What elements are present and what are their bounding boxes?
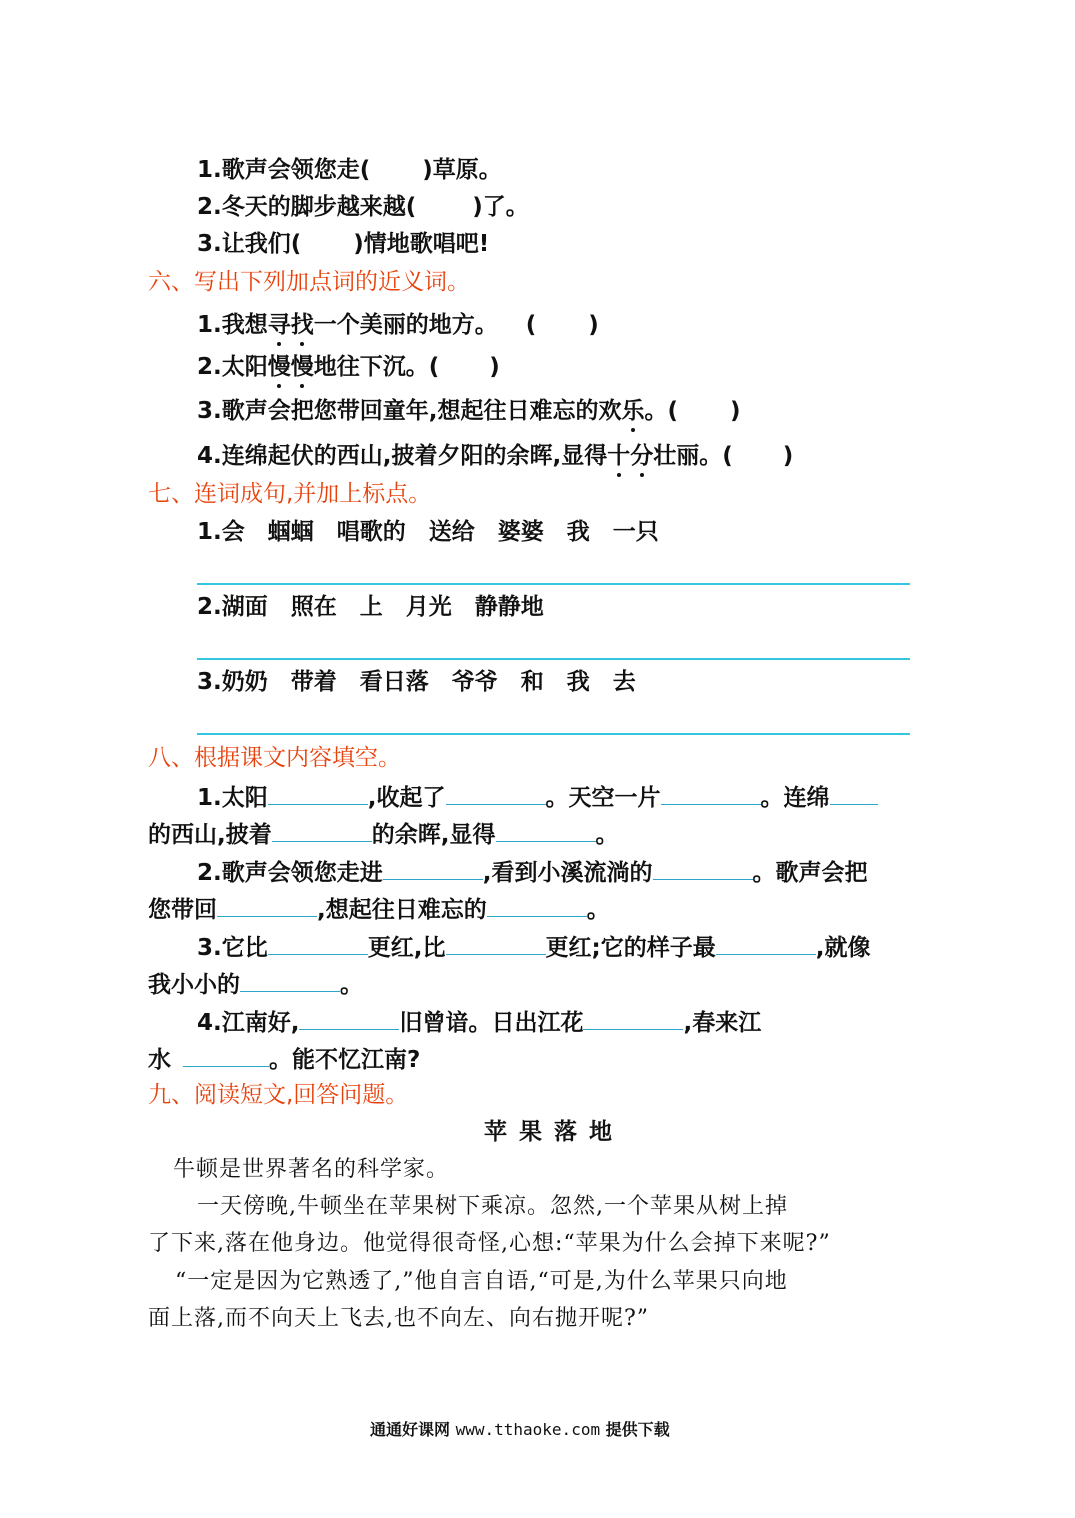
sec5-item-2: 2.冬天的脚步越来越( )了。 — [197, 194, 529, 220]
fill-blank[interactable] — [299, 1005, 399, 1030]
sec6-item-2: 2.太阳慢慢地往下沉。( ) — [197, 354, 500, 380]
footer: 通通好课网 www.tthaoke.com 提供下载 — [370, 1420, 670, 1439]
fill-blank[interactable] — [716, 930, 816, 955]
passage-line-2: 一天傍晚,牛顿坐在苹果树下乘凉。忽然,一个苹果从树上掉 — [197, 1194, 788, 1219]
sec6-item-1: 1.我想寻找一个美丽的地方。 ( ) — [197, 312, 599, 338]
sec7-heading: 七、连词成句,并加上标点。 — [148, 481, 432, 507]
sec8-heading: 八、根据课文内容填空。 — [148, 745, 401, 771]
fill-blank[interactable] — [240, 967, 340, 992]
dotted-char: 慢 — [290, 354, 314, 380]
dotted-char: 分 — [630, 443, 654, 469]
answer-line[interactable] — [197, 658, 910, 660]
sec7-row-1: 1.会 蝈蝈 唱歌的 送给 婆婆 我 一只 — [197, 519, 659, 545]
passage-line-4: “一定是因为它熟透了,”他自言自语,“可是,为什么苹果只向地 — [175, 1269, 788, 1294]
fill-blank[interactable] — [383, 855, 483, 880]
answer-line[interactable] — [197, 733, 910, 735]
sec6-item-4: 4.连绵起伏的西山,披着夕阳的余晖,显得十分壮丽。( ) — [197, 443, 794, 469]
dotted-char: 十 — [607, 443, 631, 469]
fill-blank[interactable] — [446, 780, 546, 805]
passage-line-1: 牛顿是世界著名的科学家。 — [173, 1157, 450, 1182]
sec5-item-3: 3.让我们( )情地歌唱吧! — [197, 231, 490, 257]
passage-title: 苹果落地 — [484, 1119, 624, 1145]
dotted-char: 寻 — [267, 312, 291, 338]
sec6-heading: 六、写出下列加点词的近义词。 — [148, 269, 470, 295]
sec8-q2-line1: 2.歌声会领您走进 ,看到小溪流淌的 。歌声会把 — [197, 855, 868, 888]
passage-line-5: 面上落,而不向天上飞去,也不向左、向右抛开呢?” — [148, 1306, 650, 1331]
fill-blank[interactable] — [830, 780, 878, 805]
fill-blank[interactable] — [268, 780, 368, 805]
passage-line-3: 了下来,落在他身边。他觉得很奇怪,心想:“苹果为什么会掉下来呢?” — [148, 1231, 831, 1256]
fill-blank[interactable] — [653, 855, 753, 880]
sec6-item-3: 3.歌声会把您带回童年,想起往日难忘的欢乐。( ) — [197, 398, 741, 424]
dotted-char: 乐 — [621, 398, 645, 424]
answer-line[interactable] — [197, 583, 910, 585]
sec8-q1-line1: 1.太阳 ,收起了 。天空一片 。连绵 — [197, 780, 878, 813]
sec7-row-3: 3.奶奶 带着 看日落 爷爷 和 我 去 — [197, 669, 636, 695]
sec8-q4-line2: 水 。能不忆江南? — [148, 1042, 420, 1075]
fill-blank[interactable] — [272, 817, 372, 842]
fill-blank[interactable] — [268, 930, 368, 955]
fill-blank[interactable] — [487, 892, 587, 917]
fill-blank[interactable] — [217, 892, 317, 917]
sec8-q3-line2: 我小小的 。 — [148, 967, 363, 1000]
dotted-char: 慢 — [267, 354, 291, 380]
sec8-q4-line1: 4.江南好, 旧曾谙。日出江花 ,春来江 — [197, 1005, 761, 1038]
sec8-q1-line2: 的西山,披着 的余晖,显得 。 — [148, 817, 619, 850]
fill-blank[interactable] — [183, 1042, 269, 1067]
fill-blank[interactable] — [496, 817, 596, 842]
fill-blank[interactable] — [446, 930, 546, 955]
sec9-heading: 九、阅读短文,回答问题。 — [148, 1082, 409, 1108]
sec8-q2-line2: 您带回 ,想起往日难忘的 。 — [148, 892, 610, 925]
fill-blank[interactable] — [661, 780, 761, 805]
sec7-row-2: 2.湖面 照在 上 月光 静静地 — [197, 594, 544, 620]
fill-blank[interactable] — [583, 1005, 683, 1030]
sec8-q3-line1: 3.它比 更红,比 更红;它的样子最 ,就像 — [197, 930, 870, 963]
sec5-item-1: 1.歌声会领您走( )草原。 — [197, 157, 502, 183]
footer-url[interactable]: www.tthaoke.com — [455, 1420, 601, 1439]
dotted-char: 找 — [290, 312, 314, 338]
